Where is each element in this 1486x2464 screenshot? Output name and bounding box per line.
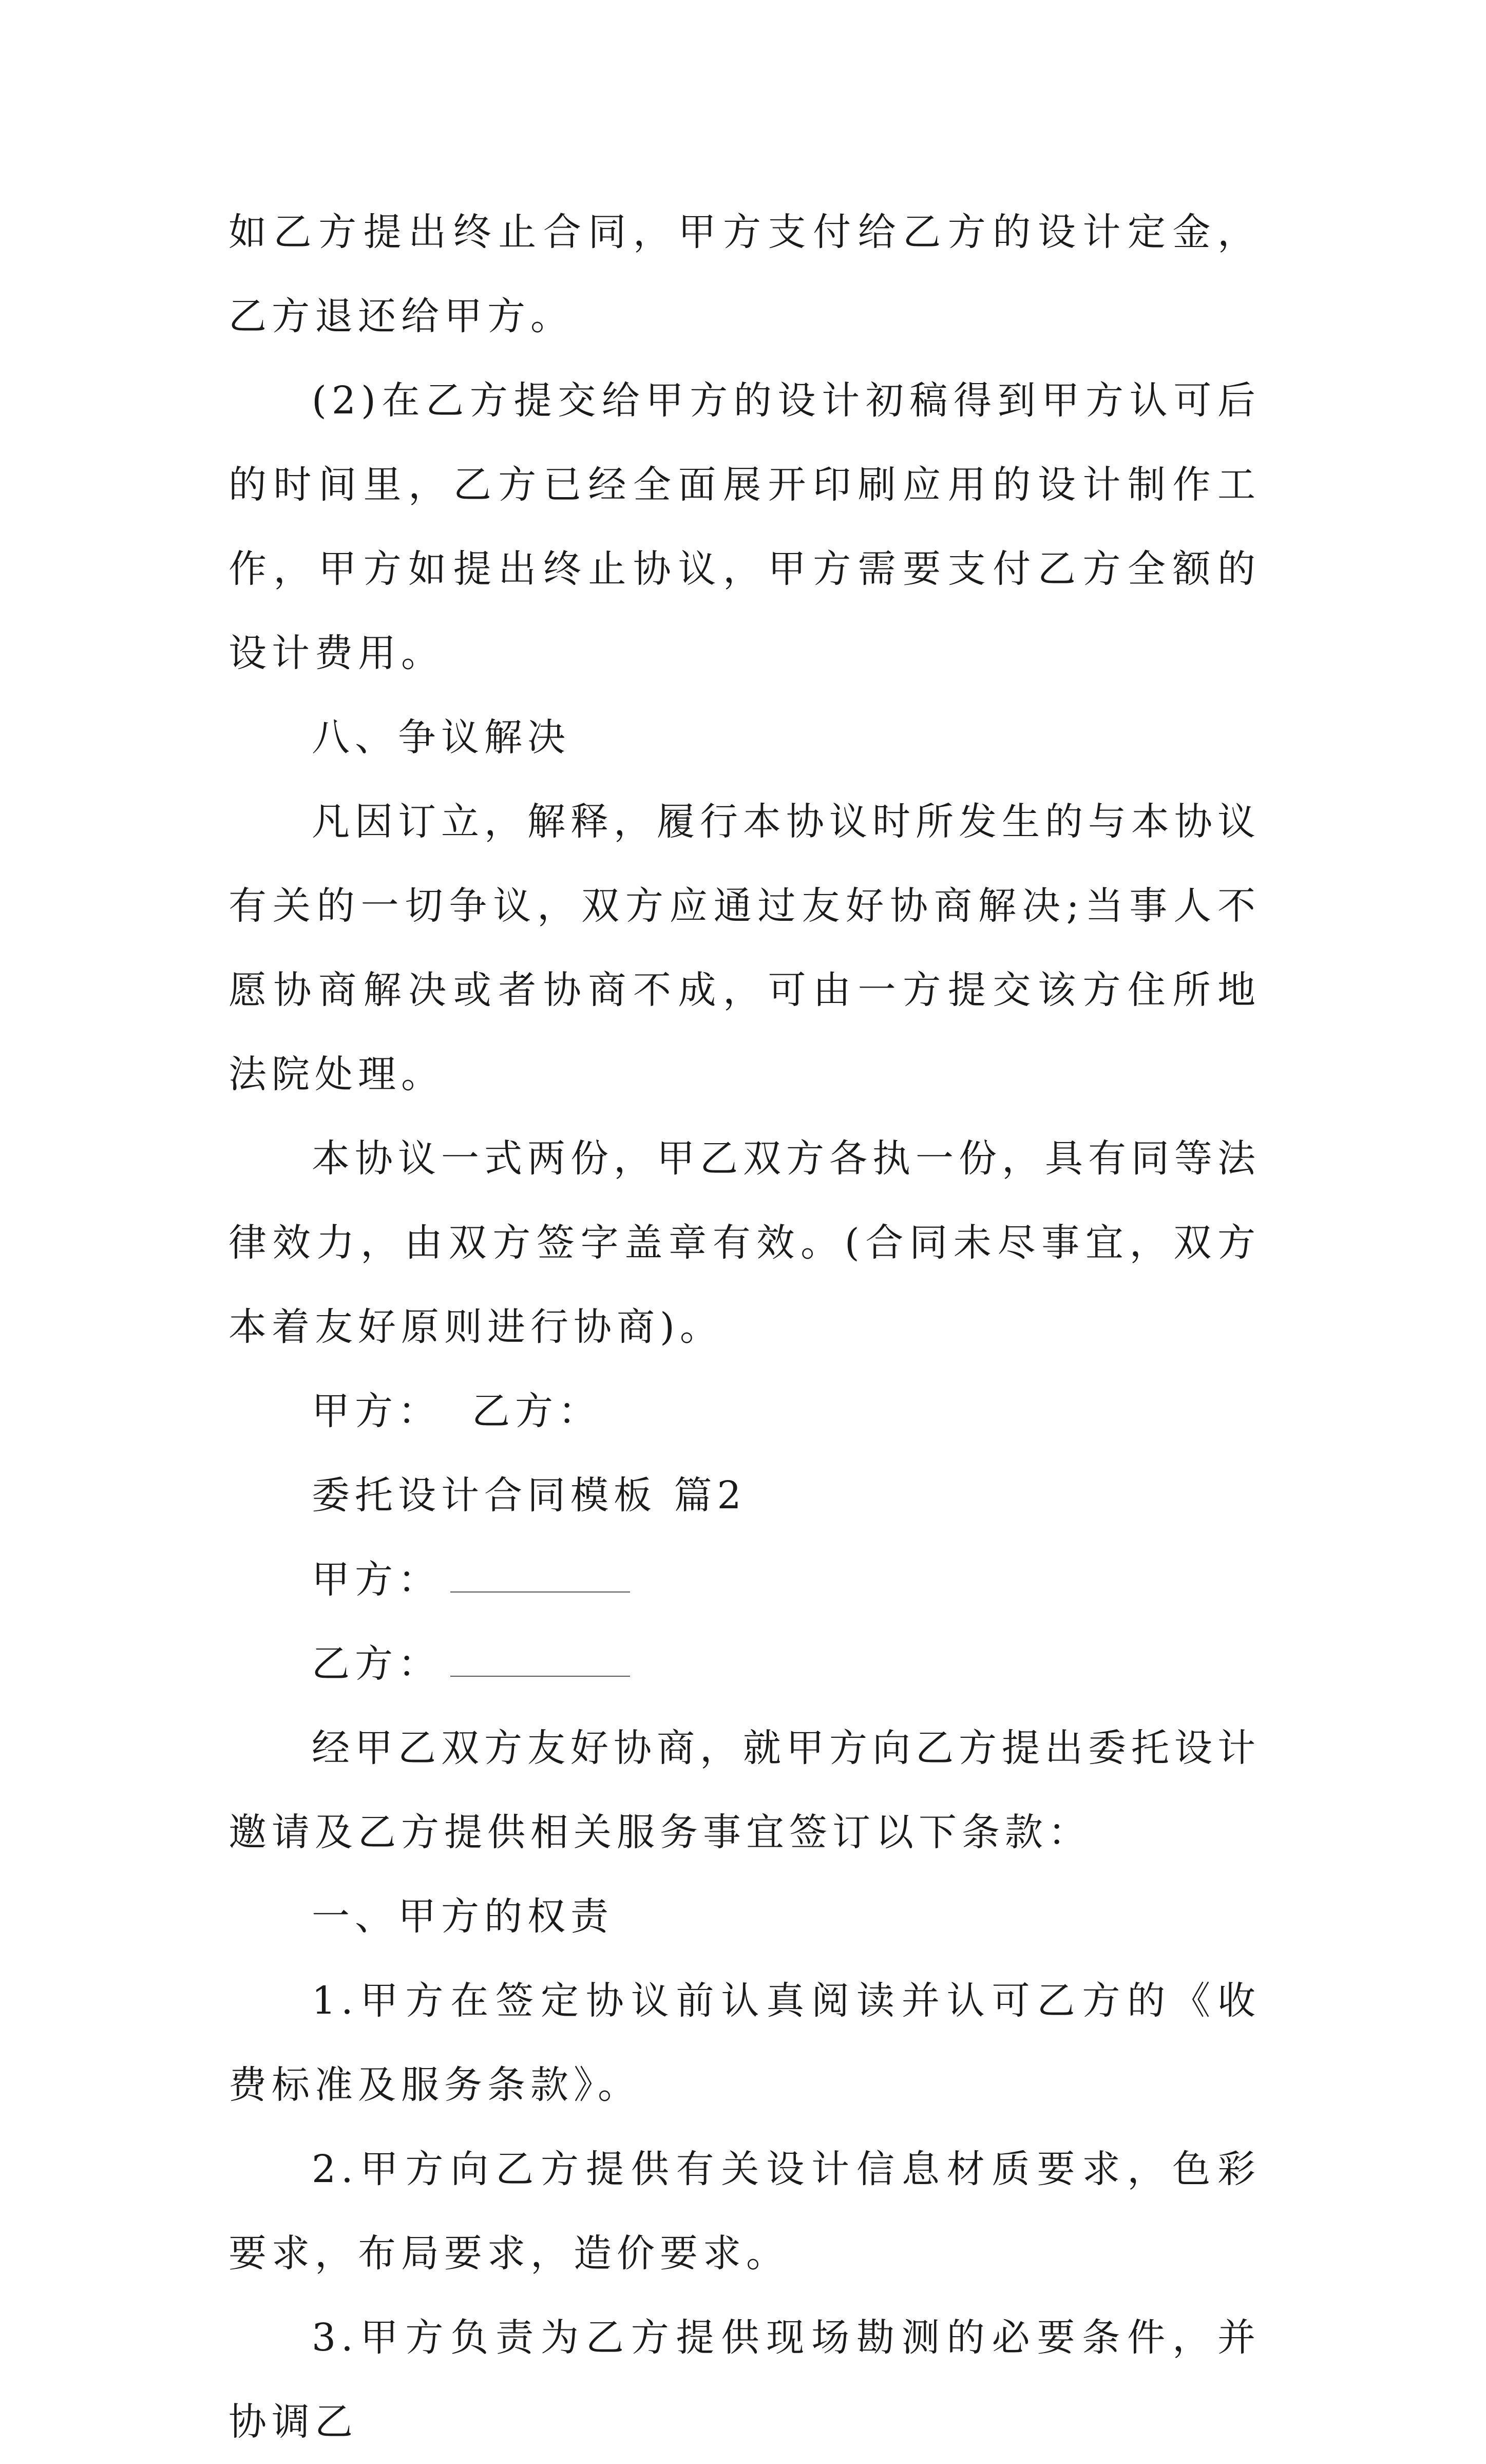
- section-heading-party-a-rights: 一、甲方的权责: [312, 1894, 614, 1939]
- clause-2: 2.甲方向乙方提供有关设计信息材质要求，色彩要求，布局要求，造价要求。: [228, 2147, 1261, 2276]
- paragraph-termination-full-fee: (2)在乙方提交给甲方的设计初稿得到甲方认可后的时间里，乙方已经全面展开印刷应用的设计制作工作，甲方如提出终止协议，甲方需要支付乙方全额的设计费用。: [228, 378, 1261, 675]
- clause-3: 3.甲方负责为乙方提供现场勘测的必要条件，并协调乙: [228, 2316, 1261, 2444]
- paragraph-agreement-intro: 经甲乙双方友好协商，就甲方向乙方提出委托设计邀请及乙方提供相关服务事宜签订以下条款：: [228, 1726, 1261, 1854]
- paragraph-copies-validity: 本协议一式两份，甲乙双方各执一份，具有同等法律效力，由双方签字盖章有效。(合同未尽事宜，双方本着友好原则进行协商)。: [228, 1136, 1261, 1349]
- party-a-signature-label: 甲方：: [312, 1389, 441, 1433]
- template-title-part-2: 委托设计合同模板 篇2: [312, 1473, 747, 1518]
- party-b-field-label: 乙方：: [312, 1642, 441, 1686]
- party-a-field: [228, 1538, 1261, 1622]
- party-b-blank-line: [450, 1645, 630, 1677]
- paragraph-termination-refund: 如乙方提出终止合同，甲方支付给乙方的设计定金，乙方退还给甲方。: [228, 210, 1261, 338]
- document-page: [228, 190, 1261, 2464]
- party-a-field-label: 甲方：: [312, 1558, 441, 1602]
- signature-line: [228, 1369, 1261, 1453]
- clause-1: 1.甲方在签定协议前认真阅读并认可乙方的《收费标准及服务条款》。: [228, 1979, 1261, 2107]
- paragraph-dispute-resolution: 凡因订立，解释，履行本协议时所发生的与本协议有关的一切争议，双方应通过友好协商解决;当事人不愿协商解决或者协商不成，可由一方提交该方住所地法院处理。: [228, 800, 1261, 1096]
- section-heading-dispute-resolution: 八、争议解决: [312, 715, 570, 760]
- party-b-signature-label: 乙方：: [472, 1389, 601, 1433]
- party-b-field: [228, 1622, 1261, 1706]
- party-a-blank-line: [450, 1561, 630, 1593]
